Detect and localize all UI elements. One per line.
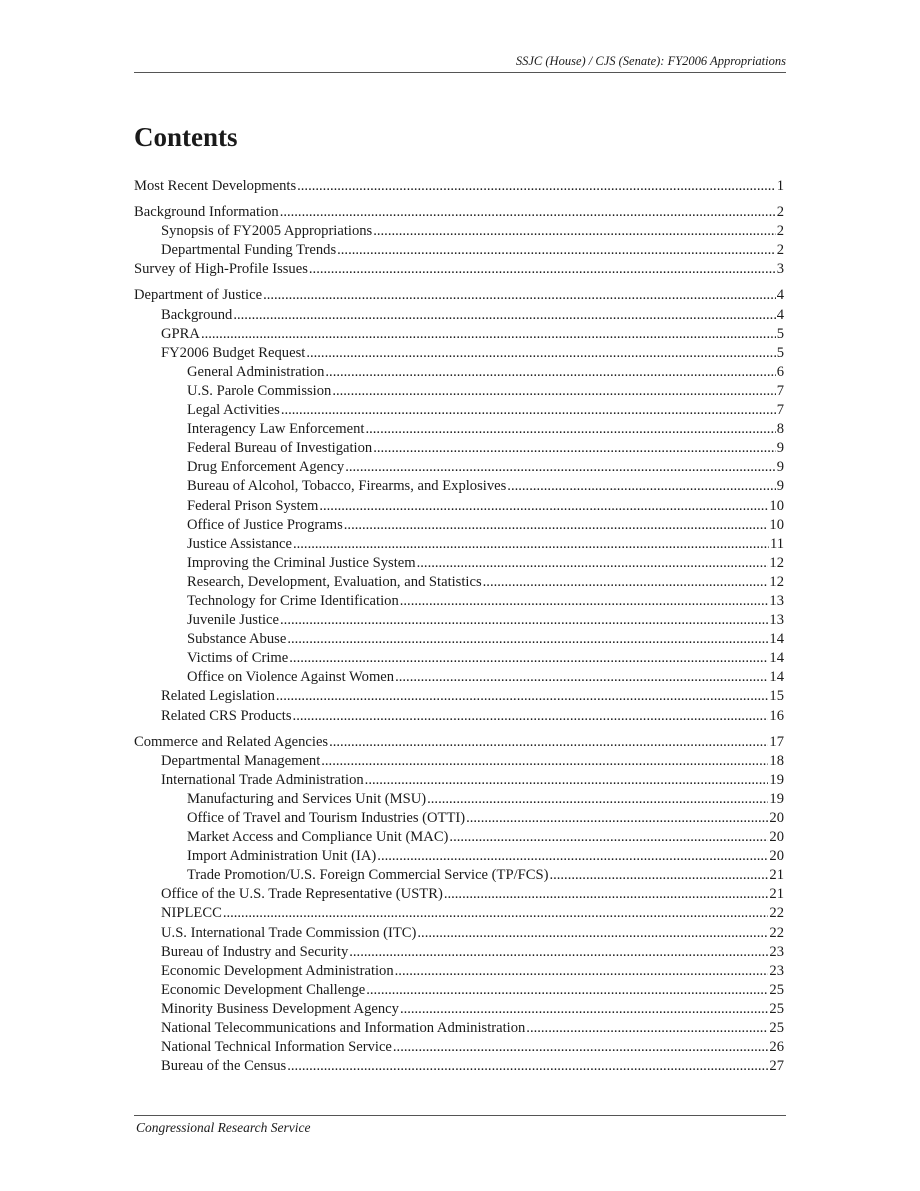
toc-entry-page-number: 6: [776, 363, 784, 380]
dot-leader: [366, 981, 768, 1000]
toc-entry-page-number: 11: [769, 535, 784, 552]
dot-leader: [373, 439, 776, 458]
toc-entry-page-number: 3: [776, 261, 784, 278]
toc-entry-page-number: 2: [776, 223, 784, 240]
dot-leader: [449, 828, 768, 847]
toc-entry-label: U.S. International Trade Commission (ITC): [161, 924, 417, 941]
dot-leader: [365, 420, 775, 439]
toc-entry-label: Bureau of the Census: [161, 1058, 287, 1075]
toc-entry[interactable]: [134, 241, 784, 260]
toc-entry[interactable]: [134, 325, 784, 344]
dot-leader: [400, 592, 769, 611]
toc-entry-page-number: 23: [769, 943, 784, 960]
toc-entry[interactable]: [134, 497, 784, 516]
running-header: SSJC (House) / CJS (Senate): FY2006 Appropriations: [515, 54, 786, 68]
toc-entry-label: Drug Enforcement Agency: [187, 459, 345, 476]
dot-leader: [325, 363, 775, 382]
toc-entry[interactable]: [134, 809, 784, 828]
toc-entry-label: Office of Travel and Tourism Industries (OTTI): [187, 810, 466, 826]
toc-entry[interactable]: [134, 306, 784, 325]
toc-entry-page-number: 25: [769, 1020, 784, 1037]
toc-entry-page-number: 21: [769, 886, 784, 903]
toc-entry[interactable]: [134, 847, 784, 866]
toc-entry-page-number: 26: [769, 1039, 784, 1056]
toc-entry-label: Bureau of Industry and Security: [161, 943, 349, 960]
toc-entry-label: Synopsis of FY2005 Appropriations: [161, 223, 373, 240]
toc-entry-label: Substance Abuse: [187, 631, 287, 648]
toc-entry[interactable]: [134, 630, 784, 649]
toc-entry-page-number: 18: [769, 752, 784, 769]
toc-entry-label: Juvenile Justice: [187, 612, 280, 629]
dot-leader: [281, 401, 776, 420]
toc-entry-label: Background: [161, 306, 233, 323]
toc-entry-page-number: 27: [769, 1058, 784, 1075]
toc-entry[interactable]: [134, 573, 784, 592]
toc-entry-label: Market Access and Compliance Unit (MAC): [187, 829, 449, 846]
toc-entry-page-number: 8: [776, 421, 784, 438]
dot-leader: [400, 1000, 768, 1019]
dot-leader: [349, 943, 768, 962]
toc-entry-page-number: 19: [769, 771, 784, 788]
dot-leader: [309, 260, 776, 279]
toc-entry-page-number: 22: [769, 924, 784, 941]
dot-leader: [365, 771, 769, 790]
toc-entry[interactable]: [134, 401, 784, 420]
toc-entry-label: National Technical Information Service: [161, 1039, 392, 1056]
toc-entry-page-number: 9: [776, 440, 784, 457]
dot-leader: [223, 904, 769, 923]
table-of-contents: [134, 177, 784, 1076]
toc-entry-page-number: 2: [776, 204, 784, 221]
dot-leader: [377, 847, 768, 866]
toc-entry-page-number: 25: [769, 1000, 784, 1017]
toc-entry-label: Improving the Criminal Justice System: [187, 554, 416, 571]
toc-entry[interactable]: [134, 790, 784, 809]
toc-entry[interactable]: [134, 260, 784, 279]
dot-leader: [233, 306, 775, 325]
toc-entry-label: Most Recent Developments: [134, 178, 297, 194]
toc-entry-label: Commerce and Related Agencies: [134, 733, 329, 750]
toc-entry-label: Departmental Management: [161, 752, 321, 769]
toc-entry-page-number: 14: [769, 650, 784, 667]
toc-entry[interactable]: [134, 458, 784, 477]
toc-entry[interactable]: [134, 535, 784, 554]
toc-entry[interactable]: [134, 828, 784, 847]
dot-leader: [332, 382, 775, 401]
toc-entry-page-number: 22: [769, 905, 784, 922]
toc-entry-page-number: 16: [769, 707, 784, 724]
dot-leader: [345, 458, 775, 477]
toc-entry-page-number: 14: [769, 631, 784, 648]
dot-leader: [289, 649, 768, 668]
toc-entry-label: Survey of High-Profile Issues: [134, 261, 308, 278]
toc-entry-page-number: 21: [769, 867, 784, 884]
toc-entry-page-number: 20: [769, 810, 784, 826]
dot-leader: [344, 516, 769, 535]
dot-leader: [373, 222, 775, 241]
toc-entry-label: Related CRS Products: [161, 707, 292, 724]
toc-entry-page-number: 10: [769, 497, 784, 514]
header-rule: [134, 72, 786, 73]
toc-entry[interactable]: [134, 439, 784, 458]
toc-entry-page-number: 17: [769, 733, 784, 750]
toc-entry-page-number: 19: [769, 790, 784, 807]
toc-entry[interactable]: [134, 222, 784, 241]
toc-entry-page-number: 25: [769, 981, 784, 998]
dot-leader: [395, 962, 769, 981]
toc-entry[interactable]: [134, 592, 784, 611]
toc-entry[interactable]: [134, 885, 784, 904]
toc-entry[interactable]: [134, 733, 784, 752]
toc-entry-label: Office on Violence Against Women: [187, 669, 395, 686]
toc-entry-label: Office of the U.S. Trade Representative (USTR): [161, 886, 443, 903]
toc-entry-label: International Trade Administration: [161, 771, 364, 788]
toc-entry-label: Manufacturing and Services Unit (MSU): [187, 790, 427, 807]
toc-entry[interactable]: [134, 382, 784, 401]
toc-entry[interactable]: [134, 1038, 784, 1057]
dot-leader: [393, 1038, 769, 1057]
toc-entry[interactable]: [134, 649, 784, 668]
toc-entry-label: U.S. Parole Commission: [187, 382, 332, 399]
dot-leader: [263, 286, 776, 305]
toc-entry[interactable]: [134, 1019, 784, 1038]
toc-entry[interactable]: [134, 554, 784, 573]
toc-entry-page-number: 20: [769, 848, 784, 865]
toc-entry[interactable]: [134, 981, 784, 1000]
dot-leader: [321, 752, 768, 771]
dot-leader: [417, 924, 768, 943]
toc-entry-label: Bureau of Alcohol, Tobacco, Firearms, and Explosives: [187, 478, 507, 495]
toc-entry[interactable]: [134, 943, 784, 962]
toc-entry-page-number: 4: [776, 287, 784, 304]
dot-leader: [297, 177, 776, 196]
toc-entry[interactable]: [134, 477, 784, 496]
toc-entry[interactable]: [134, 771, 784, 790]
toc-entry-page-number: 12: [769, 554, 784, 571]
dot-leader: [549, 866, 768, 885]
toc-entry[interactable]: [134, 344, 784, 363]
toc-entry-label: Interagency Law Enforcement: [187, 421, 365, 438]
toc-entry-page-number: 7: [776, 382, 784, 399]
dot-leader: [306, 344, 775, 363]
toc-entry[interactable]: [134, 611, 784, 630]
dot-leader: [427, 790, 768, 809]
toc-entry[interactable]: [134, 1057, 784, 1076]
toc-entry-label: GPRA: [161, 325, 200, 342]
toc-entry-label: Economic Development Administration: [161, 962, 394, 979]
toc-entry[interactable]: [134, 420, 784, 439]
toc-entry-page-number: 2: [776, 242, 784, 259]
toc-entry-label: Minority Business Development Agency: [161, 1000, 399, 1017]
toc-entry-label: Economic Development Challenge: [161, 981, 366, 998]
dot-leader: [276, 687, 769, 706]
toc-entry-page-number: 5: [776, 325, 784, 342]
toc-entry[interactable]: [134, 363, 784, 382]
toc-entry[interactable]: [134, 1000, 784, 1019]
dot-leader: [395, 668, 768, 687]
dot-leader: [526, 1019, 768, 1038]
toc-entry[interactable]: [134, 962, 784, 981]
dot-leader: [287, 1057, 768, 1076]
dot-leader: [329, 733, 768, 752]
dot-leader: [293, 707, 769, 726]
toc-entry-label: National Telecommunications and Information Administration: [161, 1020, 526, 1037]
toc-entry[interactable]: [134, 904, 784, 923]
dot-leader: [280, 203, 776, 222]
toc-entry-page-number: 12: [769, 573, 784, 590]
toc-entry[interactable]: [134, 516, 784, 535]
toc-entry-label: Office of Justice Programs: [187, 516, 343, 533]
toc-entry-label: Justice Assistance: [187, 535, 292, 552]
toc-entry-page-number: 14: [769, 669, 784, 686]
dot-leader: [280, 611, 768, 630]
dot-leader: [466, 809, 768, 828]
toc-entry[interactable]: [134, 286, 784, 305]
dot-leader: [319, 497, 768, 516]
toc-entry[interactable]: [134, 177, 784, 196]
toc-entry[interactable]: [134, 924, 784, 943]
dot-leader: [444, 885, 769, 904]
toc-entry[interactable]: [134, 668, 784, 687]
dot-leader: [293, 535, 769, 554]
toc-entry-label: Related Legislation: [161, 688, 275, 705]
footer-publisher: Congressional Research Service: [136, 1120, 311, 1135]
toc-entry-label: NIPLECC: [161, 905, 222, 922]
toc-entry[interactable]: [134, 752, 784, 771]
toc-entry-label: Legal Activities: [187, 402, 280, 419]
toc-entry[interactable]: [134, 687, 784, 706]
toc-entry-page-number: 23: [769, 962, 784, 979]
toc-entry-page-number: 15: [769, 688, 784, 705]
dot-leader: [507, 477, 775, 496]
toc-entry-label: Department of Justice: [134, 287, 263, 304]
toc-entry[interactable]: [134, 866, 784, 885]
toc-entry-label: Technology for Crime Identification: [187, 592, 399, 609]
dot-leader: [483, 573, 769, 592]
toc-entry-label: General Administration: [187, 363, 325, 380]
toc-entry-label: FY2006 Budget Request: [161, 344, 306, 361]
toc-entry-label: Federal Prison System: [187, 497, 319, 514]
toc-entry-label: Departmental Funding Trends: [161, 242, 337, 259]
toc-entry-label: Trade Promotion/U.S. Foreign Commercial Service (TP/FCS): [187, 867, 549, 884]
toc-entry[interactable]: [134, 203, 784, 222]
toc-entry-page-number: 13: [769, 612, 784, 629]
toc-entry-page-number: 13: [769, 592, 784, 609]
dot-leader: [287, 630, 768, 649]
toc-entry[interactable]: [134, 707, 784, 726]
toc-entry-label: Victims of Crime: [187, 650, 289, 667]
dot-leader: [201, 325, 776, 344]
dot-leader: [417, 554, 769, 573]
page-title: Contents: [134, 122, 238, 152]
toc-entry-page-number: 9: [776, 459, 784, 476]
toc-entry-label: Background Information: [134, 204, 279, 221]
toc-entry-label: Research, Development, Evaluation, and Statistics: [187, 573, 482, 590]
toc-entry-page-number: 4: [776, 306, 784, 323]
toc-entry-label: Federal Bureau of Investigation: [187, 440, 373, 457]
toc-entry-page-number: 5: [776, 344, 784, 361]
toc-entry-page-number: 9: [776, 478, 784, 495]
toc-entry-page-number: 1: [776, 178, 784, 194]
footer-rule: [134, 1115, 786, 1116]
toc-entry-page-number: 10: [769, 516, 784, 533]
dot-leader: [337, 241, 776, 260]
toc-entry-label: Import Administration Unit (IA): [187, 848, 377, 865]
toc-entry-page-number: 7: [776, 402, 784, 419]
toc-entry-page-number: 20: [769, 829, 784, 846]
